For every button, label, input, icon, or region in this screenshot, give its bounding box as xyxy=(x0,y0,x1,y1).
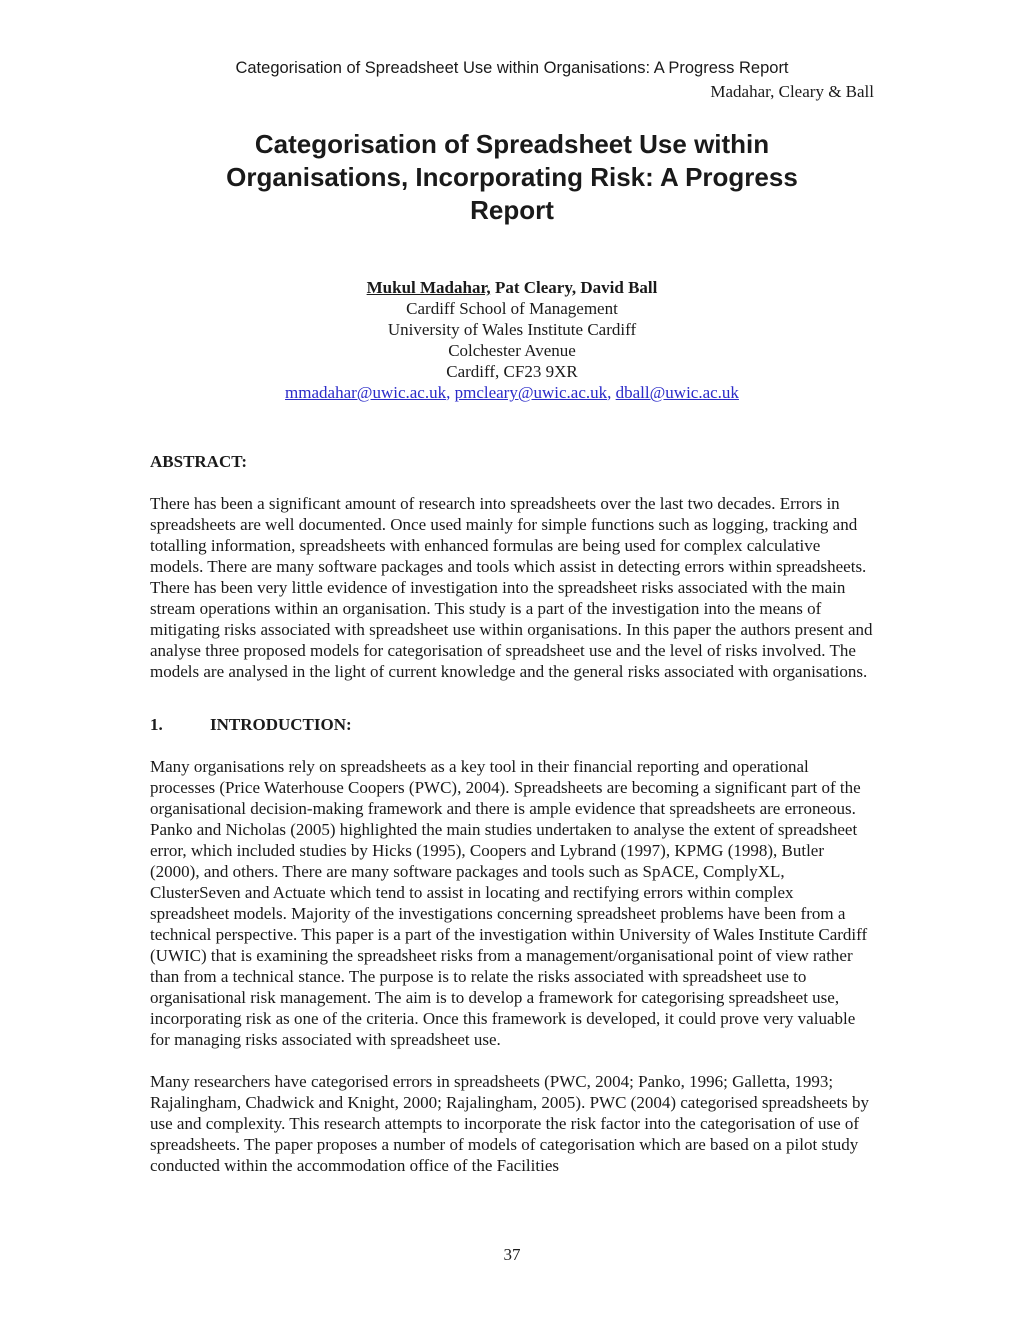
authors-byline xyxy=(150,277,874,298)
affiliation-line-2: University of Wales Institute Cardiff xyxy=(387,320,637,339)
affiliation-line-3: Colchester Avenue xyxy=(448,341,576,360)
paper-title-line-1: Categorisation of Spreadsheet Use within xyxy=(254,129,770,159)
paper-title-line-2: Organisations, Incorporating Risk: A Progress xyxy=(226,162,798,192)
running-head-title: Categorisation of Spreadsheet Use within Organisations: A Progress Report xyxy=(235,59,789,77)
affiliation-line-4: Cardiff, CF23 9XR xyxy=(446,362,578,381)
abstract-heading: ABSTRACT: xyxy=(150,452,247,471)
authors-rest: Pat Cleary, David Ball xyxy=(490,278,658,297)
email-separator: , xyxy=(607,383,616,402)
intro-paragraph-1: Many organisations rely on spreadsheets as a key tool in their financial reporting and operational processes (Price Waterhouse Coopers (PWC), 2004). Spreadsheets are becoming a significant part of the organisational decision-making framework and there is ample evidence that spreadsheets are erroneous. Panko and Nicholas (2005) highlighted the main studies undertaken to analyse the extent of spreadsheet error, which included studies by Hicks (1995), Coopers and Lybrand (1997), KPMG (1998), Butler (2000), and others. There are many software packages and tools such as SpACE, ComplyXL, ClusterSeven and Actuate which tend to assist in locating and rectifying errors within complex spreadsheet models. Majority of the investigations concerning spreadsheet problems have been from a technical perspective. This paper is a part of the investigation within University of Wales Institute Cardiff (UWIC) that is examining the spreadsheet risks from a management/organisational point of view rather than from a technical stance. The purpose is to relate the risks associated with spreadsheet use to organisational risk management. The aim is to develop a framework for categorising spreadsheet use, incorporating risk as one of the criteria. Once this framework is developed, it could prove very valuable for managing risks associated with spreadsheet use. xyxy=(150,757,868,1049)
email-link-madahar[interactable]: mmadahar@uwic.ac.uk xyxy=(285,383,447,402)
email-separator: , xyxy=(446,383,455,402)
paper-title-line-3: Report xyxy=(470,195,554,225)
email-link-ball[interactable]: dball@uwic.ac.uk xyxy=(615,383,739,402)
paper-title xyxy=(150,128,874,227)
running-head xyxy=(150,0,874,102)
page-number: 37 xyxy=(503,1245,521,1264)
section-heading-introduction xyxy=(150,714,874,735)
running-head-underlined-comma: , xyxy=(770,82,775,101)
email-link-cleary[interactable]: pmcleary@uwic.ac.uk xyxy=(454,383,608,402)
running-head-authors xyxy=(150,81,874,102)
intro-paragraph-2: Many researchers have categorised errors in spreadsheets (PWC, 2004; Panko, 1996; Galletta, 1993; Rajalingham, Chadwick and Knight, 2000; Rajalingham, 2005). PWC (2004) categorised spreadsheets by use and complexity. This research attempts to incorporate the risk factor into the categorisation of use of spreadsheets. The paper proposes a number of models of categorisation which are based on a pilot study conducted within the accommodation office of the Facilities xyxy=(150,1072,870,1175)
running-head-author-name: Madahar xyxy=(710,82,771,101)
page-content xyxy=(150,0,874,1176)
email-line xyxy=(150,382,874,403)
affiliation-line-1: Cardiff School of Management xyxy=(406,299,618,318)
abstract-text: There has been a significant amount of research into spreadsheets over the last two decades. Errors in spreadsheets are well documented. Once used mainly for simple functions such as logging, tracking and totalling information, spreadsheets with enhanced formulas are being used for complex calculative models. There are many software packages and tools which assist in detecting errors within spreadsheets. There has been very little evidence of investigation into the spreadsheet risks associated with the main stream operations within an organisation. This study is a part of the investigation into the means of mitigating risks associated with spreadsheet use within organisations. In this paper the authors present and analyse three proposed models for categorisation of spreadsheet use and the level of risks involved. The models are analysed in the light of current knowledge and the general risks associated with organisations. xyxy=(150,494,873,681)
author-lead: Mukul Madahar, xyxy=(366,278,491,297)
section-title: INTRODUCTION: xyxy=(210,715,352,734)
section-number: 1. xyxy=(150,715,163,734)
running-head-authors-rest: Cleary & Ball xyxy=(774,82,874,101)
